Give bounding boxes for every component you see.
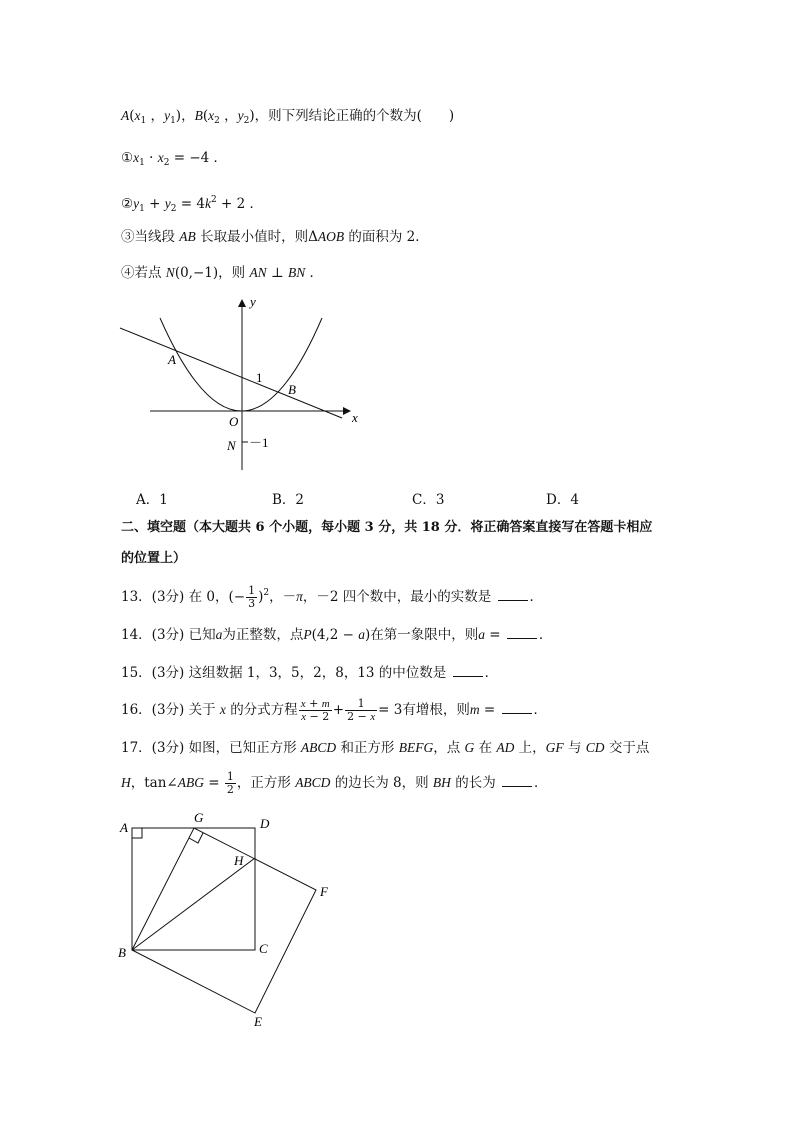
statement-3: ③当线段 AB 长取最小值时，则ΔAOB 的面积为 2． (121, 229, 429, 245)
squares-figure (110, 808, 350, 1033)
question-17-line2: H，tan∠ABG = $\frac{1}{2}$ ，正方形 ABCD 的边长为 8，则 BH 的长为 ． (121, 770, 548, 796)
question-15: 15．(3分) 这组数据 1，3，5，2，8，13 的中位数是 ． (121, 665, 499, 681)
section2-title: 二、填空题（本大题共 6 个小题，每小题 3 分，共 18 分．将正确答案直接写在答题卡相应 (121, 520, 653, 535)
segment-BH (132, 858, 255, 950)
answer-blank-14 (507, 626, 537, 639)
section2-title-cont: 的位置上） (121, 551, 187, 566)
choice-a: A．1 (136, 492, 168, 508)
label-N: N (227, 438, 236, 453)
statement-1: $①x_1 \cdot x_2 = -4$ ． (121, 150, 228, 168)
right-angle-A (132, 828, 142, 838)
answer-blank-15 (453, 664, 483, 677)
label-A2: A (120, 820, 128, 835)
statement-4: ④若点 N(0,−1)，则 AN ⊥ BN ． (121, 265, 324, 281)
label-x: x (352, 410, 358, 425)
parabola-curve (160, 318, 322, 411)
choice-b: B．2 (272, 492, 305, 508)
label-y: y (250, 294, 256, 309)
label-G2: G (194, 810, 204, 825)
question-16: 16．(3分) 关于 x 的分式方程 $\frac{x + m}{x - 2}$ + $\frac{1}{2 - x}$ = 3有增根，则m = ． (121, 697, 548, 723)
statement-2: $②y_1 + y_2 = 4k^2 + 2$ ． (121, 195, 263, 214)
square-ABCD (132, 828, 255, 950)
label-A: A (168, 352, 176, 367)
line-AB (120, 328, 342, 418)
answer-blank-16 (502, 701, 532, 714)
q12-intro: $A(x_1$ ，$y_1$)，$B(x_2$ ，$y_2$)，则下列结论正确的个数为( ) (121, 108, 455, 126)
label-minus-1: －1 (249, 435, 269, 450)
label-B2: B (118, 945, 126, 960)
label-O: O (229, 414, 239, 429)
label-H2: H (234, 853, 244, 868)
answer-blank-17 (502, 774, 532, 787)
choice-d: D．4 (546, 492, 579, 508)
label-C2: C (259, 941, 268, 956)
choice-c: C．3 (412, 492, 445, 508)
parabola-figure (110, 290, 370, 475)
answer-blank-13 (498, 588, 528, 601)
label-E2: E (254, 1014, 262, 1029)
label-1: 1 (256, 370, 263, 385)
question-13: 13．(3分) 在 0，(− $\frac{1}{3}$ )$^2$，－π，－2 四个数中，最小的实数是 ． (121, 584, 544, 610)
label-F2: F (320, 884, 328, 899)
square-BEFG (132, 828, 316, 1013)
question-14: 14．(3分) 已知a为正整数，点P(4,2 − a)在第一象限中，则a = ． (121, 627, 553, 643)
question-17-line1: 17．(3分) 如图，已知正方形 ABCD 和正方形 BEFG，点 G 在 AD 上，GF 与 CD 交于点 (121, 740, 650, 756)
label-D2: D (260, 816, 270, 831)
label-B: B (288, 382, 296, 397)
